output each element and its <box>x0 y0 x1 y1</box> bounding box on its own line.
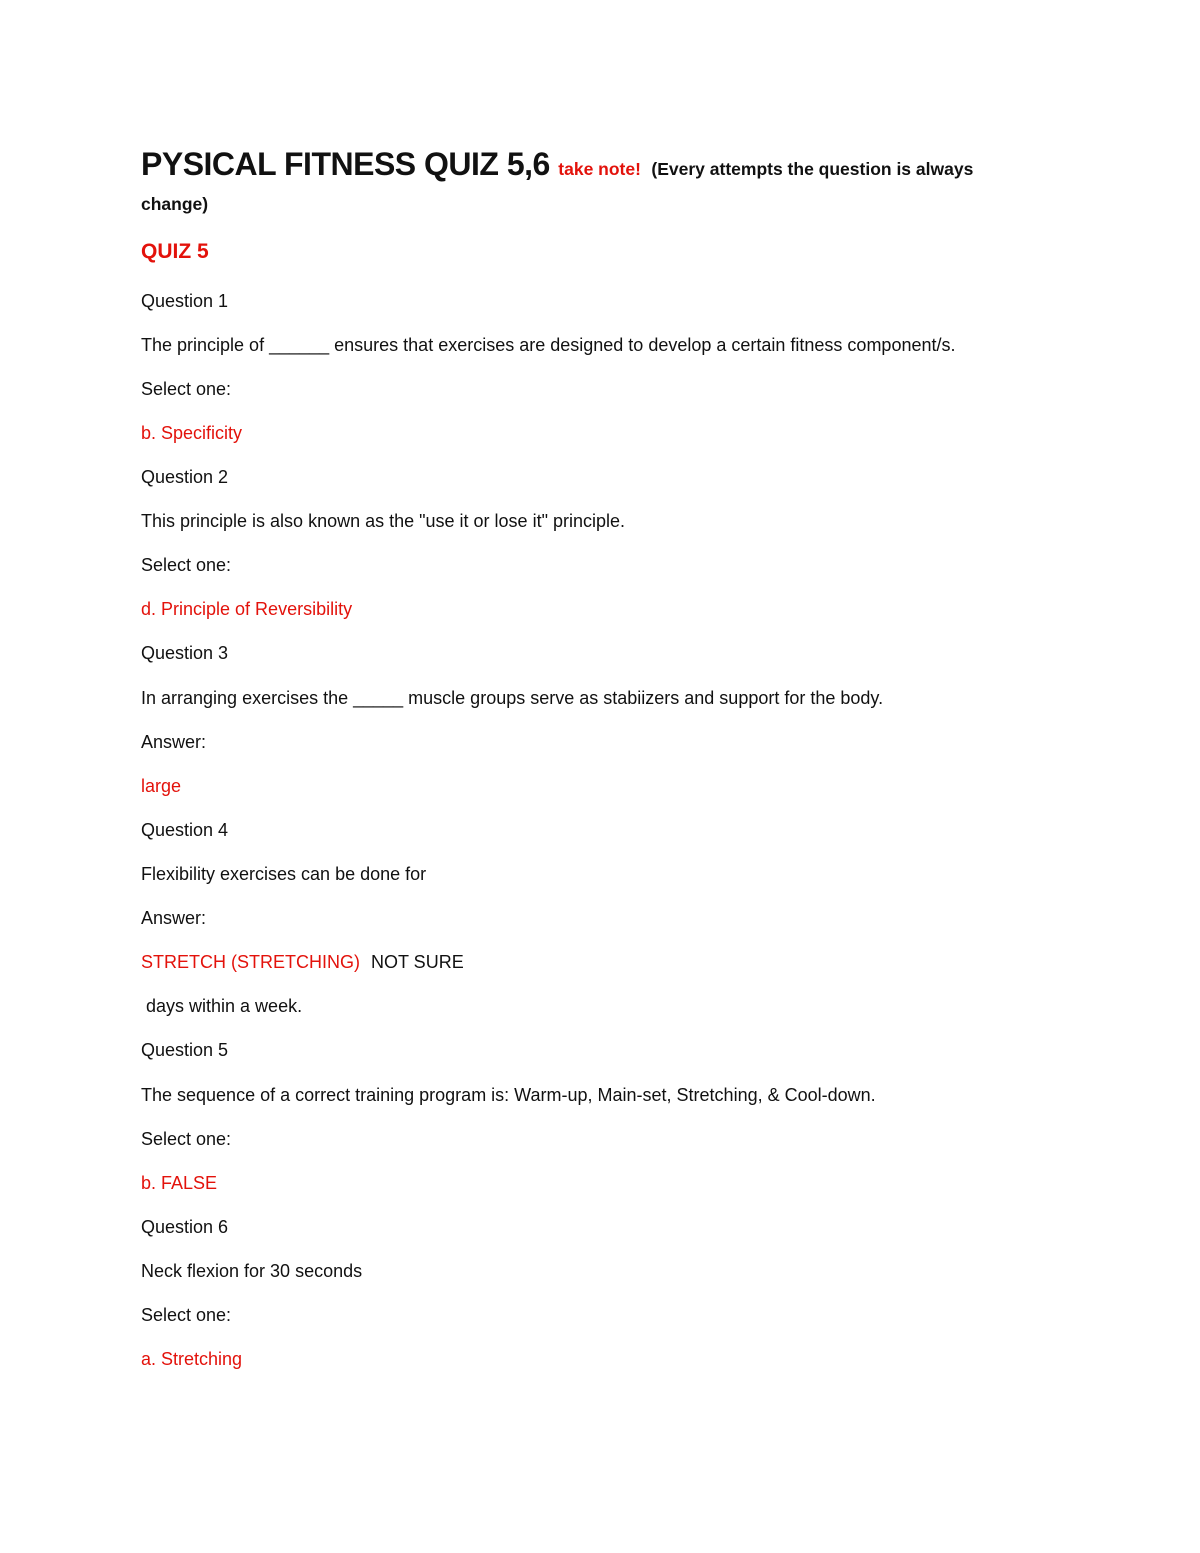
question-prompt: The sequence of a correct training program is: Warm-up, Main-set, Stretching, & Cool-down. <box>141 1085 876 1105</box>
question-instruction: Answer: <box>141 908 207 928</box>
question-prompt: The principle of ______ ensures that exercises are designed to develop a certain fitness component/s. <box>141 335 956 355</box>
question-instruction: Answer: <box>141 732 207 752</box>
question-label: Question 5 <box>141 1040 229 1060</box>
question-answer: large <box>141 776 182 796</box>
question-label: Question 6 <box>141 1217 229 1237</box>
question-label: Question 1 <box>141 291 229 311</box>
question-answer: STRETCH (STRETCHING) <box>141 952 360 972</box>
question-prompt: This principle is also known as the "use it or lose it" principle. <box>141 511 625 531</box>
question-label: Question 4 <box>141 820 229 840</box>
document-title: PYSICAL FITNESS QUIZ 5,6 <box>141 146 550 182</box>
title-parenthetical-continued: change) <box>141 194 209 214</box>
question-instruction: Select one: <box>141 1129 232 1149</box>
title-note: take note! <box>558 159 641 179</box>
question-prompt: Flexibility exercises can be done for <box>141 864 427 884</box>
question-answer: b. Specificity <box>141 423 243 443</box>
document-title-line <box>141 146 1041 183</box>
question-instruction: Select one: <box>141 1305 232 1325</box>
question-instruction: Select one: <box>141 555 232 575</box>
question-instruction: Select one: <box>141 379 232 399</box>
question-answer: b. FALSE <box>141 1173 218 1193</box>
title-parenthetical: (Every attempts the question is always <box>651 159 974 179</box>
question-answer: d. Principle of Reversibility <box>141 599 353 619</box>
question-label: Question 2 <box>141 467 229 487</box>
question-label: Question 3 <box>141 643 229 663</box>
answer-note: NOT SURE <box>371 952 464 972</box>
question-answer: a. Stretching <box>141 1349 243 1369</box>
question-suffix: days within a week. <box>146 996 303 1016</box>
quiz-heading: QUIZ 5 <box>141 240 209 263</box>
question-prompt: In arranging exercises the _____ muscle groups serve as stabiizers and support for the body. <box>141 688 884 708</box>
question-prompt: Neck flexion for 30 seconds <box>141 1261 363 1281</box>
question-answer-line <box>141 950 464 974</box>
